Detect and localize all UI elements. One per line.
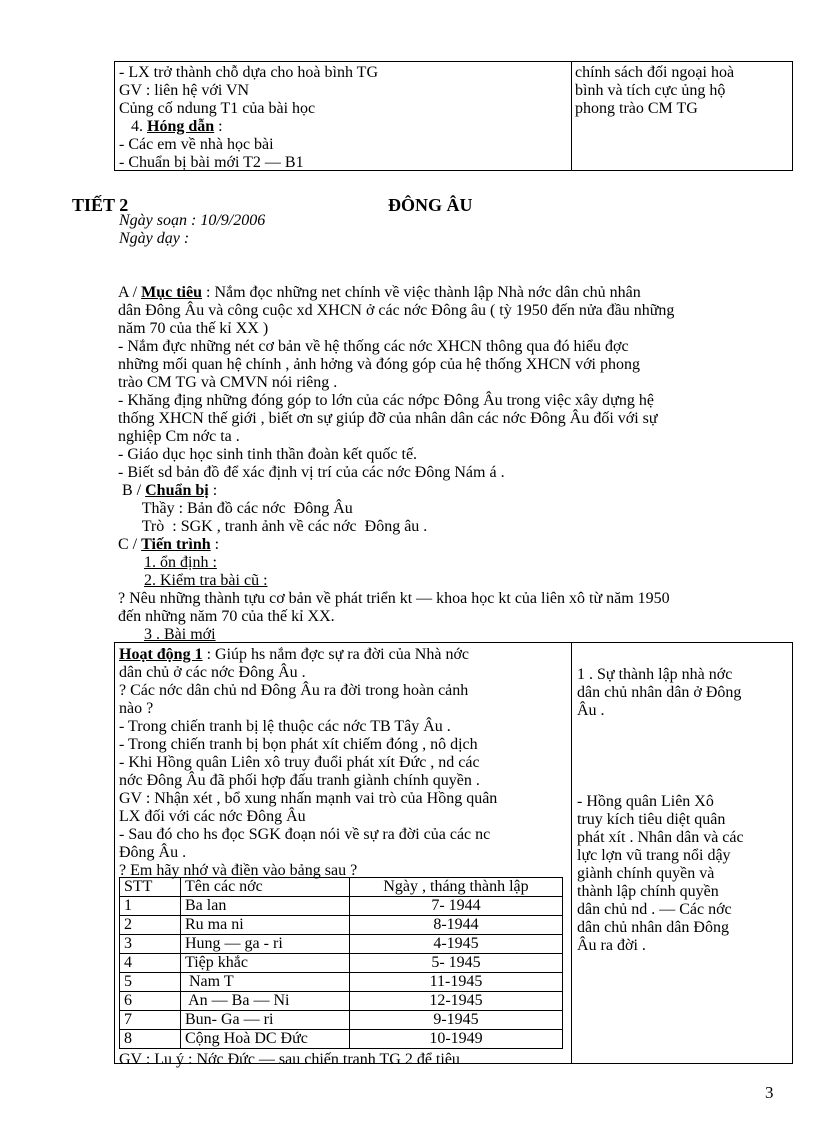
cell-country: Nam T — [181, 973, 350, 992]
lesson-title: ĐÔNG ÂU — [388, 195, 473, 215]
preparation-label: Chuẩn bị — [145, 482, 209, 499]
cell-date: 12-1945 — [350, 992, 563, 1011]
text-line: nào ? — [119, 700, 154, 717]
text-line: dân chủ ở các nớc Đông Âu . — [119, 664, 306, 681]
text-line: dân Đông Âu và công cuộc xd XHCN ở các nớc Đông âu ( tỳ 1950 đến nửa đầu những — [118, 302, 675, 319]
text-line: 1 . Sự thành lập nhà nớc — [577, 666, 733, 683]
text-line: những mối quan hệ chính , ảnh hởng và đóng góp của hệ thống XHCN với phong — [118, 356, 640, 373]
guide-label: Hóng dẫn — [147, 118, 215, 135]
activity-right-cell-heading — [577, 666, 741, 720]
text-line: phong trào CM TG — [575, 100, 698, 117]
text-line: dân chủ nhân dân ở Đông — [577, 684, 742, 701]
cell-country: Hung — ga - ri — [181, 935, 350, 954]
text-line: ? Em hãy nhớ và điền vào bảng sau ? — [119, 862, 358, 879]
text-line: lực lợn vũ trang nổi dậy — [577, 847, 731, 864]
text-line: - Khăng địng những đóng góp to lớn của các nớpc Đông Âu trong việc xây dựng hệ — [118, 392, 654, 409]
cell-stt: 4 — [120, 954, 181, 973]
cell-date: 5- 1945 — [350, 954, 563, 973]
table-row — [120, 897, 563, 916]
cell-country: Ru ma ni — [181, 916, 350, 935]
text-line: - Trong chiến tranh bị lệ thuộc các nớc TB Tây Âu . — [119, 718, 451, 735]
text-line: - Các em về nhà học bài — [119, 136, 274, 153]
text-line: năm 70 của thế kỉ XX ) — [118, 320, 269, 337]
cell-stt: 2 — [120, 916, 181, 935]
process-label: Tiến trình — [141, 536, 211, 553]
header-country: Tên các nớc — [181, 878, 350, 897]
text-line: ? Các nớc dân chủ nd Đông Âu ra đời trong hoàn cảnh — [119, 682, 469, 699]
review-question: ? Nêu những thành tựu cơ bản về phát triển kt — khoa học kt của liên xô từ năm 1950 — [118, 590, 670, 607]
activity-first-line: : Giúp hs nắm đợc sự ra đời của Nhà nớc — [202, 646, 470, 663]
text-line: dân chủ nhân dân Đông — [577, 919, 729, 936]
cell-stt: 6 — [120, 992, 181, 1011]
text-line: Đông Âu . — [119, 844, 187, 861]
step-1: 1. ổn định : — [144, 554, 217, 571]
prep-date: Ngày soạn : 10/9/2006 — [119, 212, 266, 229]
objectives-prefix: A / — [118, 284, 142, 301]
text-line: dân chủ nd . — Các nớc — [577, 901, 732, 918]
cell-country: Cộng Hoà DC Đức — [181, 1030, 350, 1049]
page-number: 3 — [765, 1083, 774, 1102]
table-row — [120, 954, 563, 973]
cell-date: 8-1944 — [350, 916, 563, 935]
activity-table — [114, 642, 793, 1068]
cell-stt: 7 — [120, 1011, 181, 1030]
text-line: - Khi Hồng quân Liên xô truy đuổi phát xít Đức , nd các — [119, 754, 480, 771]
top-table — [114, 61, 793, 171]
cell-stt: 5 — [120, 973, 181, 992]
student-materials: Trò : SGK , tranh ảnh về các nớc Đông âu . — [118, 518, 428, 535]
table-header-row — [120, 878, 563, 897]
text-line: giành chính quyền và — [577, 865, 715, 882]
lesson-number: TIẾT 2 — [72, 195, 129, 215]
text-line: Âu ra đời . — [577, 937, 646, 954]
table-row — [120, 973, 563, 992]
guide-number: 4. — [119, 118, 147, 135]
cell-date: 11-1945 — [350, 973, 563, 992]
column-divider — [571, 643, 572, 1063]
preparation-heading — [118, 482, 674, 500]
cell-country: An — Ba — Ni — [181, 992, 350, 1011]
activity-label: Hoạt động 1 — [119, 646, 203, 663]
cell-date: 10-1949 — [350, 1030, 563, 1049]
text-line: chính sách đối ngoại hoà — [575, 64, 735, 81]
text-line: nghiệp Cm nớc ta . — [118, 428, 240, 445]
text-line: thống XHCN thế giới , biết ơn sự giúp đỡ của nhân dân các nớc Đông Âu đối với sự — [118, 410, 658, 427]
text-line: Củng cố ndung T1 của bài học — [119, 100, 316, 117]
review-question: đến những năm 70 của thế kỉ XX. — [118, 608, 335, 625]
teacher-materials: Thầy : Bản đồ các nớc Đông Âu — [118, 500, 353, 517]
text-line: - Hồng quân Liên Xô — [577, 793, 714, 810]
preparation-prefix: B / — [118, 482, 146, 499]
country-founding-table — [119, 877, 563, 1049]
teach-date: Ngày dạy : — [119, 230, 190, 247]
text-line: - LX trở thành chỗ dựa cho hoà bình TG — [119, 64, 378, 81]
text-line: - Nắm đực những nét cơ bản về hệ thống các nớc XHCN thông qua đó hiểu đợc — [118, 338, 629, 355]
text-line: phát xít . Nhân dân và các — [577, 829, 744, 846]
text-line: GV : Nhận xét , bổ xung nhấn mạnh vai trò của Hồng quân — [119, 790, 498, 807]
header-stt: STT — [120, 878, 181, 897]
objectives-first-line: : Nắm đọc những net chính về việc thành lập Nhà nớc dân chủ nhân — [202, 284, 641, 301]
text-line: - Sau đó cho hs đọc SGK đoạn nói về sự ra đời của các nc — [119, 826, 491, 843]
cell-date: 4-1945 — [350, 935, 563, 954]
objectives-heading — [118, 284, 674, 302]
top-table-right-cell — [575, 64, 734, 118]
cell-country: Ba lan — [181, 897, 350, 916]
text-line: truy kích tiêu diệt quân — [577, 811, 726, 828]
text-line: thành lập chính quyền — [577, 883, 719, 900]
text-line: LX đối với các nớc Đông Âu — [119, 808, 306, 825]
objectives-label: Mục tiêu — [141, 284, 202, 301]
table-row — [120, 992, 563, 1011]
guide-colon: : — [214, 118, 223, 135]
text-line: Âu . — [577, 702, 605, 719]
cell-country: Tiệp khắc — [181, 954, 350, 973]
text-line: nớc Đông Âu đã phối hợp đấu tranh giành chính quyền . — [119, 772, 480, 789]
lesson-dates — [119, 212, 265, 248]
lesson-body — [118, 284, 674, 644]
process-suffix: : — [210, 536, 220, 553]
activity-right-cell-summary — [577, 793, 744, 955]
text-line: - Trong chiến tranh bị bọn phát xít chiếm đóng , nô dịch — [119, 736, 478, 753]
text-line: - Chuẩn bị bài mới T2 — B1 — [119, 154, 304, 171]
cell-stt: 3 — [120, 935, 181, 954]
process-heading — [118, 536, 674, 554]
text-line: - Giáo dục học sinh tinh thần đoàn kết quốc tế. — [118, 446, 418, 463]
text-line: trào CM TG và CMVN nói riêng . — [118, 374, 338, 391]
activity-left-cell — [119, 646, 497, 880]
activity-heading — [119, 646, 497, 664]
table-row — [120, 1011, 563, 1030]
process-prefix: C / — [118, 536, 142, 553]
guide-heading — [119, 118, 378, 136]
cell-country: Bun- Ga — ri — [181, 1011, 350, 1030]
top-table-left-cell — [119, 64, 378, 172]
text-line: - Biết sd bản đồ để xác định vị trí của các nớc Đông Nám á . — [118, 464, 505, 481]
cell-date: 9-1945 — [350, 1011, 563, 1030]
cell-date: 7- 1944 — [350, 897, 563, 916]
text-line: GV : liên hệ với VN — [119, 82, 250, 99]
teacher-note: GV : Lu ý : Nớc Đức — sau chiến tranh TG 2 để tiêu — [119, 1051, 460, 1068]
cell-stt: 8 — [120, 1030, 181, 1049]
preparation-suffix: : — [208, 482, 218, 499]
table-row — [120, 916, 563, 935]
step-2: 2. Kiểm tra bài cũ : — [144, 572, 268, 589]
text-line: bình và tích cực ủng hộ — [575, 82, 726, 99]
header-date: Ngày , tháng thành lập — [350, 878, 563, 897]
table-row — [120, 935, 563, 954]
step-3: 3 . Bài mới — [144, 626, 216, 643]
cell-stt: 1 — [120, 897, 181, 916]
column-divider — [571, 62, 572, 170]
table-row — [120, 1030, 563, 1049]
